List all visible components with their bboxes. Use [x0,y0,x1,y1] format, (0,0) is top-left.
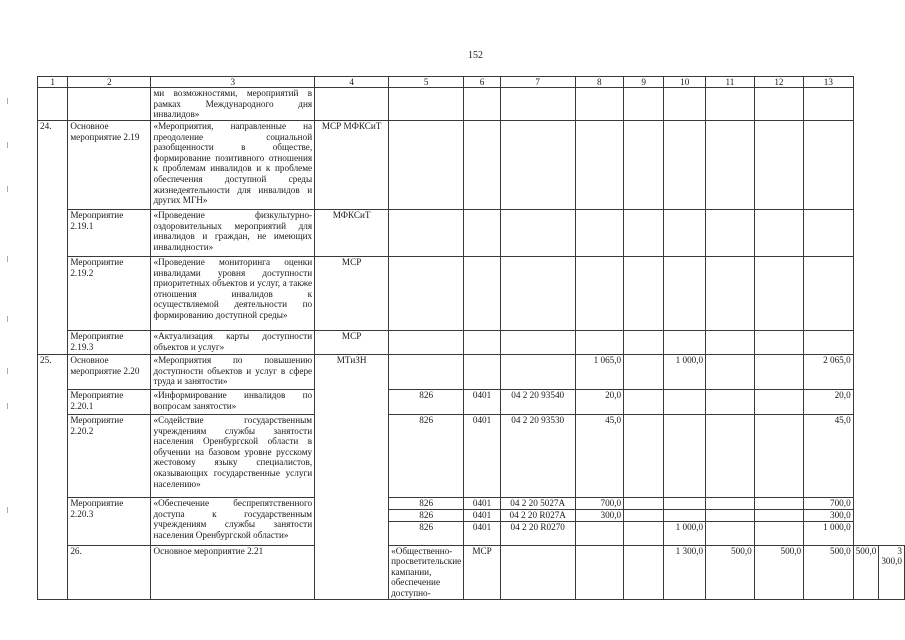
cell-grbs: 826 [389,498,464,510]
margin-mark [7,507,8,513]
cell-total: 1 000,0 [804,521,854,545]
cell-amount: 700,0 [575,498,624,510]
cell-grbs: 826 [389,521,464,545]
col-header: 12 [754,77,803,88]
col-header: 10 [664,77,706,88]
cell-executor [315,88,389,121]
cell-executor: МСР [315,331,389,355]
cell-section: 0401 [464,390,501,415]
col-header: 6 [464,77,501,88]
cell-name: Основное мероприятие 2.19 [68,121,151,210]
page-number: 152 [468,50,483,61]
cell-description: ми возможностями, мероприятий в рамках Международного дня инвалидов» [151,88,315,121]
cell-description: «Мероприятия по повышению доступности объектов и услуг в сфере труда и занятости» [151,355,315,390]
cell-csr: 04 2 20 R0270 [500,521,575,545]
cell-amount: 300,0 [575,510,624,522]
cell-name: Основное мероприятие 2.21 [151,545,315,599]
cell-num: 25. [38,355,68,600]
cell-name: Мероприятие 2.20.2 [68,415,151,498]
margin-mark [7,142,8,148]
table-row [38,390,905,415]
cell-name: Мероприятие 2.20.3 [68,498,151,546]
table-row [38,355,905,390]
cell-amount: 45,0 [575,415,624,498]
cell-description: «Проведение физкультурно-оздоровительных мероприятий для инвалидов и граждан, не имеющих инвалидности» [151,210,315,257]
cell-csr: 04 2 20 93530 [500,415,575,498]
col-header: 9 [624,77,664,88]
cell-executor: МТиЗН [315,355,389,600]
cell-section: 0401 [464,510,501,522]
cell-total: 2 065,0 [804,355,854,390]
cell-amount: 1 000,0 [664,521,706,545]
cell-total: 3 300,0 [879,545,905,599]
cell-name: Основное мероприятие 2.20 [68,355,151,390]
col-header: 3 [151,77,315,88]
col-header: 5 [389,77,464,88]
col-header: 11 [706,77,755,88]
cell-description: «Обеспечение беспрепятственного доступа к государственным учреждениям службы занятости населения Оренбургской области» [151,498,315,546]
cell-grbs: 826 [389,510,464,522]
col-header: 8 [575,77,624,88]
cell-section: 0401 [464,521,501,545]
table-row [38,88,905,121]
margin-mark [7,403,8,409]
cell-description: «Актуализация карты доступности объектов и услуг» [151,331,315,355]
cell-csr: 04 2 20 93540 [500,390,575,415]
cell-description: «Общественно-просветительские кампании, обеспечение доступно- [389,545,464,599]
cell-grbs: 826 [389,415,464,498]
cell-amount: 1 000,0 [664,355,706,390]
cell-executor: МСР [315,257,389,331]
table-row [38,210,905,257]
margin-mark [7,316,8,322]
margin-mark [7,186,8,192]
cell-name: Мероприятие 2.20.1 [68,390,151,415]
col-header: 1 [38,77,68,88]
cell-amount: 500,0 [754,545,803,599]
table-row [38,121,905,210]
cell-description: «Содействие государственным учреждениям службы занятости населения Оренбургской области в обучении на базовом уровне русскому жестовому языку специалистов, оказывающих государственные услуги населению» [151,415,315,498]
cell-executor: МСР МФКСиТ [315,121,389,210]
table-row [38,545,905,599]
cell-amount: 500,0 [804,545,854,599]
cell-num: 24. [38,121,68,355]
cell-section: 0401 [464,415,501,498]
table-row [38,331,905,355]
cell-num [38,88,68,121]
cell-name: Мероприятие 2.19.3 [68,331,151,355]
cell-section: 0401 [464,498,501,510]
cell-description: «Проведение мониторинга оценки инвалидами уровня доступности приоритетных объектов и услуг, а также отношения инвалидов к осуществляемой деятельности по формированию доступной среды» [151,257,315,331]
cell-amount: 1 065,0 [575,355,624,390]
cell-description: «Мероприятия, направленные на преодоление социальной разобщенности в обществе, формирование позитивного отношения к проблемам инвалидов и к проблеме обеспечения доступной среды жизнедеятельности для инвалидов и других МГН» [151,121,315,210]
cell-total: 700,0 [804,498,854,510]
cell-csr: 04 2 20 R027A [500,510,575,522]
cell-amount: 1 300,0 [664,545,706,599]
cell-name: Мероприятие 2.19.2 [68,257,151,331]
cell-name [68,88,151,121]
margin-mark [7,368,8,374]
table-row [38,257,905,331]
margin-mark [7,98,8,104]
cell-name: Мероприятие 2.19.1 [68,210,151,257]
budget-table [37,76,905,600]
cell-amount: 500,0 [706,545,755,599]
cell-total: 45,0 [804,415,854,498]
table-row [38,415,905,498]
cell-csr: 04 2 20 5027A [500,498,575,510]
col-header: 4 [315,77,389,88]
cell-num: 26. [68,545,151,599]
cell-grbs: 826 [389,390,464,415]
cell-description: «Информирование инвалидов по вопросам занятости» [151,390,315,415]
cell-amount: 500,0 [853,545,879,599]
cell-amount: 20,0 [575,390,624,415]
cell-executor: МСР [464,545,501,599]
cell-executor: МФКСиТ [315,210,389,257]
col-header: 7 [500,77,575,88]
col-header: 2 [68,77,151,88]
table-row [38,498,905,510]
cell-total: 20,0 [804,390,854,415]
cell-total: 300,0 [804,510,854,522]
margin-mark [7,256,8,262]
col-header: 13 [804,77,854,88]
header-row [38,77,905,88]
